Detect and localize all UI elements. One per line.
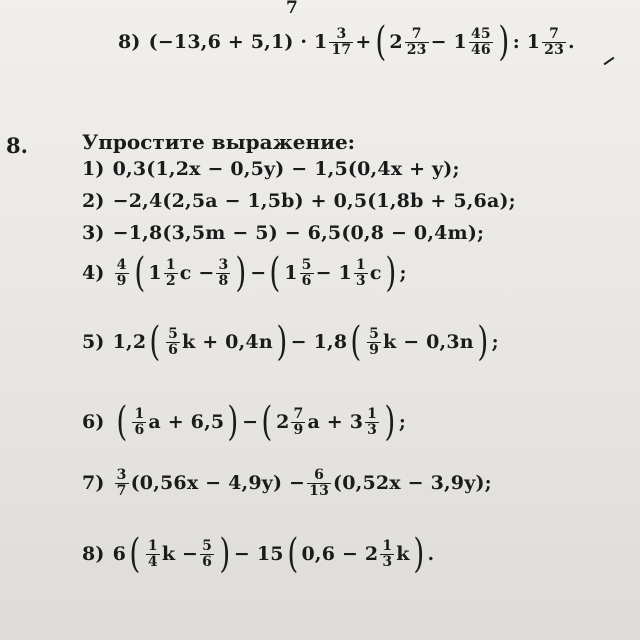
expr-part: a + 3 (307, 411, 364, 433)
expr-part: ; (399, 262, 407, 284)
expr-part: c − (179, 262, 215, 284)
item-5 (82, 319, 499, 365)
expr-part: . (568, 31, 575, 53)
expr-part: k − (161, 543, 199, 565)
fraction: $\frac{5}{6}$ (168, 325, 179, 358)
expression: −1,8(3,5m − 5) − 6,5(0,8 − 0,4m); (112, 222, 485, 244)
expr-part: 1 (284, 262, 298, 284)
left-paren: ( (129, 531, 141, 577)
fraction: $\frac{1}{2}$ (165, 256, 176, 289)
expr-part: : 1 (512, 31, 541, 53)
fraction: $\frac{1}{6}$ (134, 405, 145, 438)
fraction: $\frac{3}{7}$ (116, 467, 127, 499)
item-number: 5) (82, 331, 105, 353)
expr-part: 6 (112, 543, 127, 565)
expr-part: a + 6,5 (148, 411, 225, 433)
fraction: $\frac{7}{23}$ (406, 25, 427, 58)
expr-part: k − 0,3n (383, 331, 474, 353)
left-paren: ( (261, 399, 273, 445)
expr-part: 2 (276, 411, 290, 433)
item-2 (82, 190, 516, 212)
expr-part: . (427, 543, 435, 565)
expr-part: 1 (148, 262, 162, 284)
expr-part: 0,6 − 2 (301, 543, 379, 565)
fraction: $\frac{1}{4}$ (147, 537, 158, 570)
expr-part: + (355, 31, 372, 53)
expr-part: (−13,6 + 5,1) · 1 (148, 31, 328, 53)
fraction: $\frac{5}{6}$ (202, 537, 213, 570)
expr-part: (0,56x − 4,9y) − (130, 472, 306, 495)
expr-part: c (369, 262, 382, 284)
right-paren: ) (235, 250, 247, 296)
expr-part: ; (491, 331, 499, 353)
item-1 (82, 158, 460, 180)
left-paren: ( (350, 319, 362, 365)
item-number: 7) (82, 472, 105, 495)
cropped-digit: 7 (286, 0, 298, 18)
fraction: $\frac{3}{17}$ (331, 25, 352, 58)
left-paren: ( (133, 250, 146, 296)
fraction: $\frac{1}{3}$ (367, 405, 378, 438)
pen-mark (604, 57, 615, 66)
item-6 (82, 399, 407, 445)
expr-part: − 15 (233, 543, 284, 565)
fraction: $\frac{7}{23}$ (544, 25, 565, 58)
fraction: $\frac{5}{9}$ (369, 325, 380, 358)
left-paren: ( (115, 399, 128, 445)
expr-part: k (396, 543, 410, 565)
right-paren: ) (413, 531, 425, 577)
right-paren: ) (219, 531, 231, 577)
expression: −2,4(2,5a − 1,5b) + 0,5(1,8b + 5,6a); (112, 190, 516, 212)
exercise-number: 8. (6, 133, 28, 158)
right-paren: ) (227, 399, 239, 445)
item-number: 6) (82, 411, 105, 433)
fraction: $\frac{5}{6}$ (301, 256, 312, 289)
left-paren: ( (269, 250, 281, 296)
right-paren: ) (498, 19, 510, 65)
expr-part: ; (398, 411, 407, 433)
item-3 (82, 222, 484, 244)
expr-part: − 1 (430, 31, 467, 53)
left-paren: ( (374, 19, 386, 65)
expr-part: − 1,8 (290, 331, 348, 353)
right-paren: ) (276, 319, 288, 365)
fraction: $\frac{45}{46}$ (470, 25, 491, 58)
expr-part: 2 (389, 31, 403, 53)
expr-part: − (250, 262, 267, 284)
fraction: $\frac{3}{8}$ (218, 256, 229, 289)
expr-part: − 1 (315, 262, 352, 284)
item-number: 3) (82, 222, 105, 244)
right-paren: ) (384, 399, 396, 445)
right-paren: ) (477, 319, 489, 365)
item-number: 1) (82, 158, 105, 180)
item-number: 4) (82, 262, 105, 284)
expr-part: (0,52x − 3,9y); (333, 472, 492, 495)
right-paren: ) (385, 250, 397, 296)
fraction: $\frac{6}{13}$ (309, 467, 330, 499)
item-7 (82, 468, 492, 498)
fraction: $\frac{4}{9}$ (116, 256, 127, 289)
item-number: 8) (82, 543, 105, 565)
item-4 (82, 250, 407, 296)
exercise-heading: Упростите выражение: (82, 130, 356, 154)
fraction: $\frac{1}{3}$ (355, 256, 366, 289)
expr-part: − (242, 411, 259, 433)
fraction: $\frac{7}{9}$ (293, 405, 304, 438)
item-number: 2) (82, 190, 105, 212)
expr-part: k + 0,4n (182, 331, 273, 353)
item-number: 8) (118, 31, 141, 53)
left-paren: ( (149, 319, 161, 365)
expression: 0,3(1,2x − 0,5y) − 1,5(0,4x + y); (112, 158, 460, 180)
expr-part: 1,2 (112, 331, 147, 353)
item-8 (82, 531, 435, 577)
fraction: $\frac{1}{3}$ (382, 537, 393, 570)
previous-item-8 (118, 19, 575, 65)
left-paren: ( (287, 531, 299, 577)
